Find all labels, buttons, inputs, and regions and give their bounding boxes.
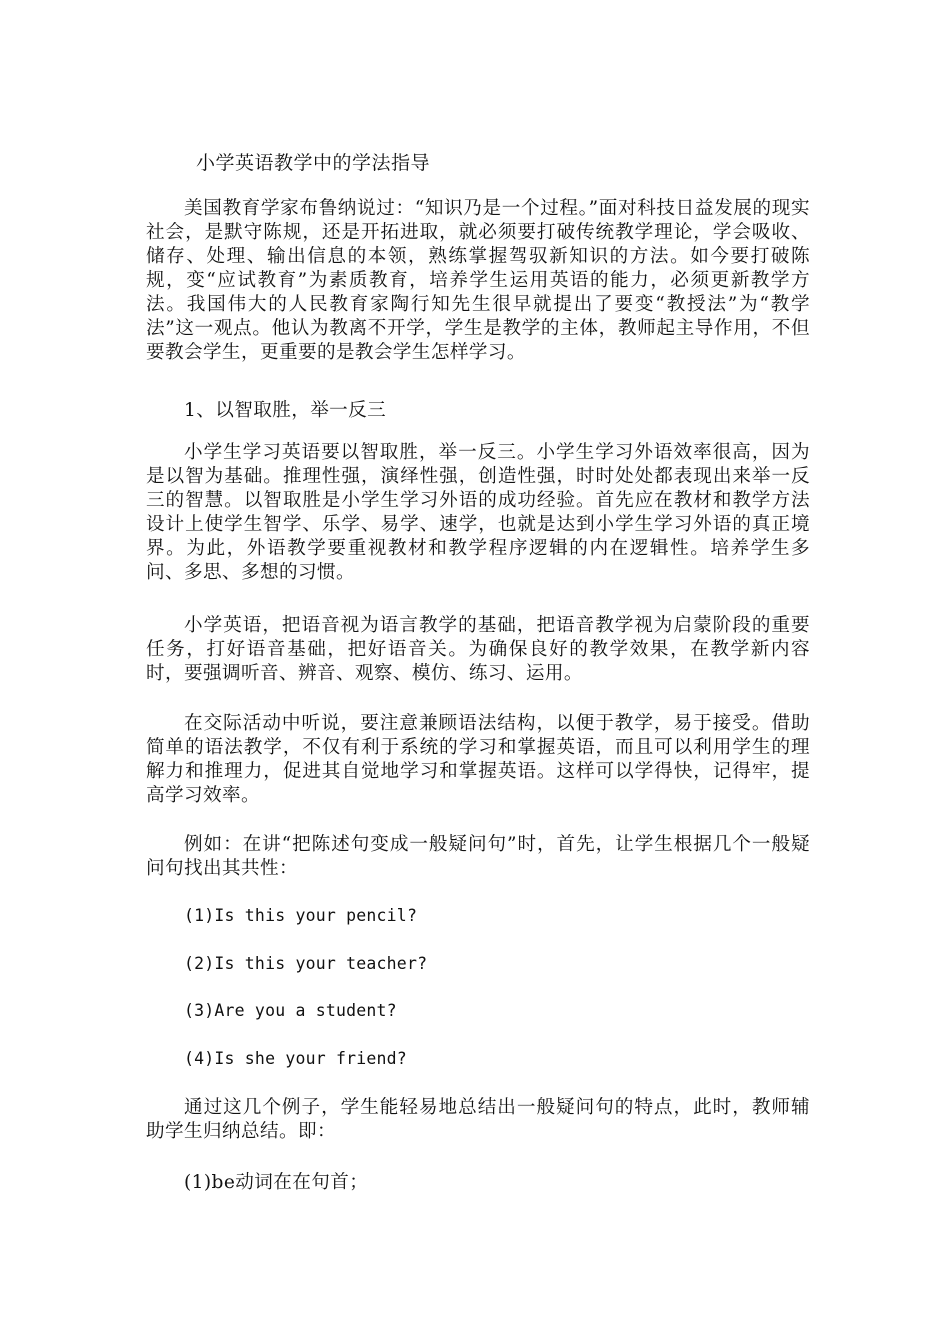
paragraph-5: 通过这几个例子，学生能轻易地总结出一般疑问句的特点，此时，教师辅助学生归纳总结。即： <box>146 1097 810 1142</box>
rule-1: (1)be动词在在句首； <box>184 1172 369 1193</box>
example-1: (1)Is this your pencil? <box>184 906 418 925</box>
example-4: (4)Is she your friend? <box>184 1049 407 1068</box>
paragraph-3: 在交际活动中听说，要注意兼顾语法结构，以便于教学，易于接受。借助简单的语法教学，不仅有利于系统的学习和掌握英语，而且可以利用学生的理解力和推理力，促进其自觉地学习和掌握英语。这样可以学得快，记得牢，提高学习效率。 <box>146 713 810 806</box>
paragraph-4: 例如：在讲“把陈述句变成一般疑问句”时，首先，让学生根据几个一般疑问句找出其共性： <box>146 834 810 879</box>
document-title: 小学英语教学中的学法指导 <box>196 152 431 174</box>
document-page <box>146 0 810 1344</box>
paragraph-2: 小学英语，把语音视为语言教学的基础，把语音教学视为启蒙阶段的重要任务，打好语音基础，把好语音关。为确保良好的教学效果，在教学新内容时，要强调听音、辨音、观察、模仿、练习、运用。 <box>146 615 810 684</box>
example-3: (3)Are you a student? <box>184 1001 397 1020</box>
paragraph-1: 小学生学习英语要以智取胜，举一反三。小学生学习外语效率很高，因为是以智为基础。推理性强，演绎性强，创造性强，时时处处都表现出来举一反三的智慧。以智取胜是小学生学习外语的成功经验。首先应在教材和教学方法设计上使学生智学、乐学、易学、速学，也就是达到小学生学习外语的真正境界。为此，外语教学要重视教材和教学程序逻辑的内在逻辑性。培养学生多问、多思、多想的习惯。 <box>146 442 810 583</box>
intro-paragraph: 美国教育学家布鲁纳说过：“知识乃是一个过程。”面对科技日益发展的现实社会，是默守陈规，还是开拓进取，就必须要打破传统教学理论，学会吸收、储存、处理、输出信息的本领，熟练掌握驾驭新知识的方法。如今要打破陈规，变“应试教育”为素质教育，培养学生运用英语的能力，必须更新教学方法。我国伟大的人民教育家陶行知先生很早就提出了要变“教授法”为“教学法”这一观点。他认为教离不开学，学生是教学的主体，教师起主导作用，不但要教会学生，更重要的是教会学生怎样学习。 <box>146 198 810 363</box>
section-heading-1: 1、以智取胜，举一反三 <box>184 400 387 421</box>
example-2: (2)Is this your teacher? <box>184 954 428 973</box>
